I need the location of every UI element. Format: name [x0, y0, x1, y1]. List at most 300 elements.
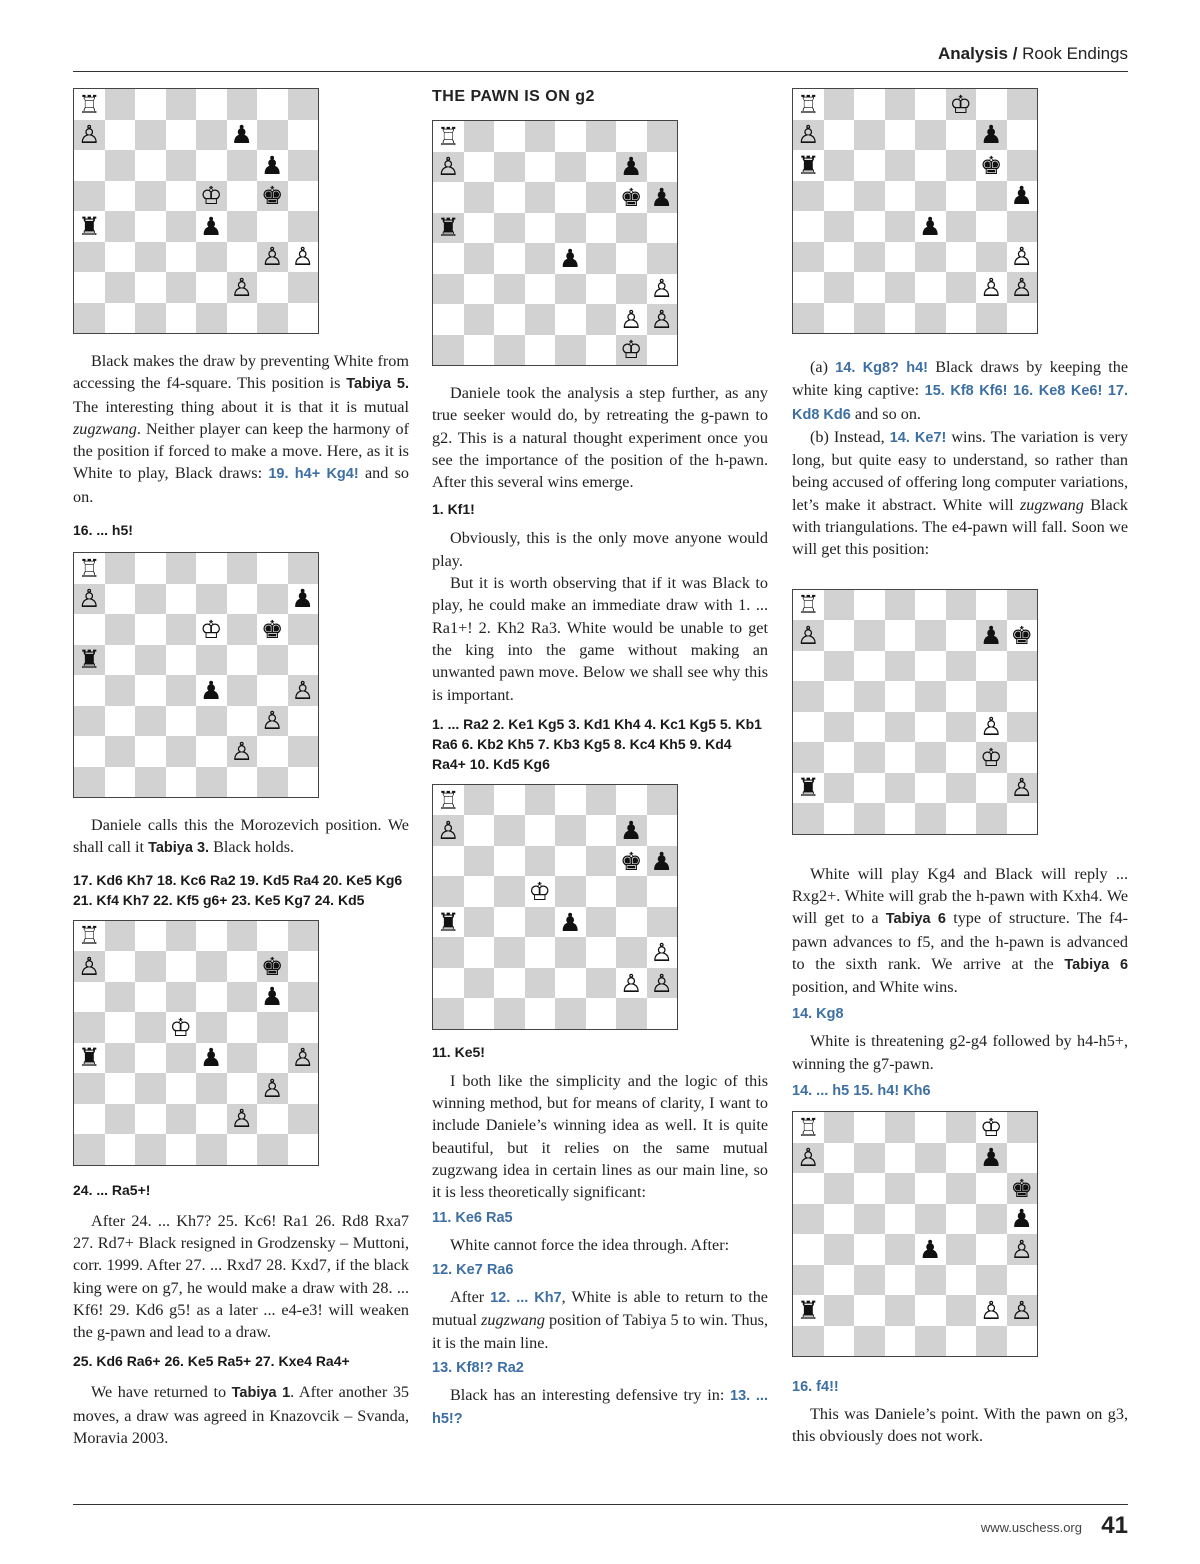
- board-square: [196, 767, 227, 798]
- board-square: [976, 211, 1007, 242]
- board-square: [616, 876, 647, 907]
- white-pawn-icon: ♙: [291, 675, 314, 705]
- board-square: [915, 681, 946, 712]
- paragraph: I both like the simplicity and the logic of this winning method, but for means of clarity, I want to include Daniele’s winning idea as well. It is quite beautiful, but it relies on the same mutual zugzwang idea in certain lines as our main line, so it is less theoretically significant:: [432, 1071, 768, 1202]
- board-square: [824, 211, 855, 242]
- board-square: [915, 303, 946, 334]
- black-rook-icon: ♜: [78, 645, 101, 675]
- board-square: [946, 120, 977, 151]
- board-square: [915, 211, 946, 242]
- board-square: [976, 1326, 1007, 1357]
- board-square: [166, 951, 197, 982]
- board-square: [885, 1112, 916, 1143]
- board-square: [105, 614, 136, 645]
- board-square: [824, 651, 855, 682]
- board-square: [288, 584, 319, 615]
- board-square: [288, 1012, 319, 1043]
- white-rook-icon: ♖: [437, 785, 460, 815]
- white-pawn-icon: ♙: [1010, 773, 1033, 803]
- board-square: [196, 645, 227, 676]
- board-square: [1007, 89, 1038, 120]
- board-square: [196, 675, 227, 706]
- board-square: [227, 181, 258, 212]
- board-square: [525, 121, 556, 152]
- black-king-icon: ♚: [1010, 620, 1033, 650]
- board-square: [793, 89, 824, 120]
- board-square: [854, 211, 885, 242]
- board-square: [915, 773, 946, 804]
- board-square: [525, 937, 556, 968]
- header-section: Analysis: [938, 44, 1008, 63]
- board-square: [227, 767, 258, 798]
- board-square: [105, 150, 136, 181]
- board-square: [854, 120, 885, 151]
- board-square: [1007, 1234, 1038, 1265]
- board-square: [257, 921, 288, 952]
- board-square: [196, 951, 227, 982]
- board-square: [854, 1173, 885, 1204]
- board-square: [433, 304, 464, 335]
- black-rook-icon: ♜: [78, 1043, 101, 1073]
- board-square: [946, 1204, 977, 1235]
- board-square: [976, 89, 1007, 120]
- board-square: [166, 242, 197, 273]
- board-square: [824, 242, 855, 273]
- board-square: [196, 614, 227, 645]
- board-square: [525, 304, 556, 335]
- board-square: [494, 213, 525, 244]
- chess-diagram: [432, 784, 678, 1030]
- move-line: 16. f4!!: [792, 1379, 839, 1396]
- black-king-icon: ♚: [1010, 1173, 1033, 1203]
- board-square: [105, 89, 136, 120]
- board-square: [227, 675, 258, 706]
- board-square: [464, 335, 495, 366]
- board-square: [288, 211, 319, 242]
- board-square: [494, 876, 525, 907]
- column-2: [432, 88, 768, 1430]
- board-square: [464, 152, 495, 183]
- black-pawn-icon: ♟: [650, 846, 673, 876]
- board-square: [196, 1073, 227, 1104]
- board-square: [976, 712, 1007, 743]
- board-square: [105, 303, 136, 334]
- board-square: [135, 181, 166, 212]
- board-square: [464, 304, 495, 335]
- board-square: [946, 181, 977, 212]
- board-square: [824, 1143, 855, 1174]
- board-square: [257, 272, 288, 303]
- board-square: [257, 89, 288, 120]
- board-square: [976, 120, 1007, 151]
- board-square: [433, 968, 464, 999]
- board-square: [793, 742, 824, 773]
- board-square: [885, 620, 916, 651]
- board-square: [105, 675, 136, 706]
- board-square: [885, 272, 916, 303]
- board-square: [525, 335, 556, 366]
- white-pawn-icon: ♙: [78, 951, 101, 981]
- board-square: [288, 645, 319, 676]
- board-square: [1007, 1204, 1038, 1235]
- black-king-icon: ♚: [620, 182, 643, 212]
- board-square: [616, 121, 647, 152]
- board-square: [793, 1295, 824, 1326]
- chess-diagram: [73, 88, 319, 334]
- board-square: [464, 785, 495, 816]
- board-square: [525, 182, 556, 213]
- move-line: 14. Kg8: [792, 1006, 844, 1023]
- board-square: [74, 767, 105, 798]
- board-square: [885, 1234, 916, 1265]
- board-square: [885, 211, 916, 242]
- board-square: [288, 242, 319, 273]
- board-square: [105, 120, 136, 151]
- board-square: [616, 182, 647, 213]
- board-square: [257, 242, 288, 273]
- paragraph: After 24. ... Kh7? 25. Kc6! Ra1 26. Rd8 Rxa7 27. Rd7+ Black resigned in Grodzensky – Muttoni, corr. 1999. After 27. ... Rxd7 28. Kxd7, if the black king were on g7, he would make a draw with 28. ... Kf6! 29. Kd6 g5! as a later ... e4-e3! will weaken the g-pawn and lead to a draw.: [73, 1211, 409, 1342]
- board-square: [196, 89, 227, 120]
- board-square: [824, 1326, 855, 1357]
- board-square: [166, 736, 197, 767]
- board-square: [1007, 742, 1038, 773]
- board-square: [74, 150, 105, 181]
- board-square: [824, 712, 855, 743]
- board-square: [433, 846, 464, 877]
- board-square: [915, 242, 946, 273]
- board-square: [257, 120, 288, 151]
- paragraph: Daniele took the analysis a step further, as any true seeker would do, by retreating the g-pawn to g2. This is a natural thought experiment once you see the importance of the position of the h-pawn. After this several wins emerge.: [432, 384, 768, 492]
- board-square: [1007, 1265, 1038, 1296]
- board-square: [616, 907, 647, 938]
- board-square: [74, 614, 105, 645]
- page-number: 41: [1101, 1512, 1128, 1539]
- board-square: [793, 150, 824, 181]
- board-square: [946, 150, 977, 181]
- board-square: [915, 651, 946, 682]
- board-square: [824, 803, 855, 834]
- board-square: [494, 182, 525, 213]
- board-square: [915, 89, 946, 120]
- board-square: [885, 120, 916, 151]
- paragraph: White is threatening g2-g4 followed by h4-h5+, winning the g7-pawn.: [792, 1032, 1128, 1073]
- board-square: [166, 272, 197, 303]
- board-square: [227, 303, 258, 334]
- board-square: [257, 767, 288, 798]
- black-king-icon: ♚: [980, 150, 1003, 180]
- white-pawn-icon: ♙: [650, 968, 673, 998]
- board-square: [135, 951, 166, 982]
- board-square: [616, 152, 647, 183]
- board-square: [227, 211, 258, 242]
- board-square: [525, 876, 556, 907]
- board-square: [915, 1265, 946, 1296]
- board-square: [196, 1043, 227, 1074]
- white-pawn-icon: ♙: [620, 304, 643, 334]
- board-square: [166, 181, 197, 212]
- board-square: [257, 675, 288, 706]
- board-square: [946, 712, 977, 743]
- board-square: [74, 706, 105, 737]
- board-square: [135, 1073, 166, 1104]
- board-square: [196, 736, 227, 767]
- board-square: [854, 1326, 885, 1357]
- board-square: [196, 921, 227, 952]
- white-king-icon: ♔: [980, 1112, 1003, 1142]
- board-square: [976, 1295, 1007, 1326]
- board-square: [586, 182, 617, 213]
- board-square: [135, 736, 166, 767]
- board-square: [647, 213, 678, 244]
- board-square: [74, 1104, 105, 1135]
- black-pawn-icon: ♟: [261, 150, 284, 180]
- board-square: [105, 706, 136, 737]
- black-rook-icon: ♜: [437, 213, 460, 243]
- board-square: [854, 620, 885, 651]
- board-square: [1007, 120, 1038, 151]
- board-square: [976, 150, 1007, 181]
- board-square: [647, 304, 678, 335]
- board-square: [166, 1104, 197, 1135]
- board-square: [257, 150, 288, 181]
- white-pawn-icon: ♙: [230, 1104, 253, 1134]
- black-pawn-icon: ♟: [919, 211, 942, 241]
- board-square: [464, 846, 495, 877]
- board-square: [105, 181, 136, 212]
- board-square: [854, 1112, 885, 1143]
- board-square: [105, 951, 136, 982]
- board-square: [135, 921, 166, 952]
- board-square: [976, 651, 1007, 682]
- board-square: [946, 1326, 977, 1357]
- board-square: [105, 736, 136, 767]
- footer-rule: [73, 1504, 1128, 1505]
- board-square: [854, 590, 885, 621]
- board-square: [586, 876, 617, 907]
- board-square: [257, 1043, 288, 1074]
- board-square: [494, 243, 525, 274]
- board-square: [793, 1173, 824, 1204]
- board-square: [1007, 150, 1038, 181]
- board-square: [824, 1173, 855, 1204]
- board-square: [885, 89, 916, 120]
- board-square: [74, 951, 105, 982]
- board-square: [885, 742, 916, 773]
- white-pawn-icon: ♙: [797, 1143, 820, 1173]
- board-square: [1007, 242, 1038, 273]
- board-square: [1007, 803, 1038, 834]
- board-square: [166, 584, 197, 615]
- board-square: [433, 213, 464, 244]
- board-square: [196, 982, 227, 1013]
- board-square: [227, 982, 258, 1013]
- white-pawn-icon: ♙: [437, 152, 460, 182]
- black-pawn-icon: ♟: [200, 1043, 223, 1073]
- board-square: [227, 89, 258, 120]
- board-square: [885, 1295, 916, 1326]
- board-square: [257, 1134, 288, 1165]
- board-square: [105, 242, 136, 273]
- move-line: 14. ... h5 15. h4! Kh6: [792, 1083, 931, 1100]
- paragraph: Obviously, this is the only move anyone would play.: [432, 529, 768, 570]
- board-square: [74, 982, 105, 1013]
- board-square: [166, 675, 197, 706]
- black-pawn-icon: ♟: [1010, 181, 1033, 211]
- move-line: 17. Kd6 Kh7 18. Kc6 Ra2 19. Kd5 Ra4 20. Ke5 Kg6 21. Kf4 Kh7 22. Kf5 g6+ 23. Ke5 Kg7 24. Kd5: [73, 871, 403, 908]
- board-square: [74, 1134, 105, 1165]
- board-square: [74, 211, 105, 242]
- move-line: 12. Ke7 Ra6: [432, 1261, 514, 1278]
- board-square: [793, 272, 824, 303]
- board-square: [433, 907, 464, 938]
- board-square: [793, 242, 824, 273]
- board-square: [915, 181, 946, 212]
- board-square: [976, 681, 1007, 712]
- board-square: [74, 120, 105, 151]
- board-square: [494, 335, 525, 366]
- board-square: [793, 1143, 824, 1174]
- board-square: [227, 921, 258, 952]
- white-pawn-icon: ♙: [1010, 272, 1033, 302]
- board-square: [616, 243, 647, 274]
- board-square: [824, 1204, 855, 1235]
- board-square: [227, 553, 258, 584]
- board-square: [647, 152, 678, 183]
- board-square: [555, 846, 586, 877]
- board-square: [1007, 1295, 1038, 1326]
- board-square: [494, 152, 525, 183]
- board-square: [824, 681, 855, 712]
- board-square: [74, 303, 105, 334]
- board-square: [586, 335, 617, 366]
- board-square: [793, 1204, 824, 1235]
- board-square: [854, 742, 885, 773]
- header-topic: Rook Endings: [1022, 44, 1128, 63]
- chess-diagram: [73, 552, 319, 798]
- board-square: [616, 785, 647, 816]
- white-pawn-icon: ♙: [291, 1043, 314, 1073]
- board-square: [464, 998, 495, 1029]
- board-square: [854, 712, 885, 743]
- black-king-icon: ♚: [261, 181, 284, 211]
- board-square: [525, 815, 556, 846]
- board-square: [555, 876, 586, 907]
- board-square: [616, 304, 647, 335]
- board-square: [166, 706, 197, 737]
- board-square: [74, 181, 105, 212]
- move-line: 11. Ke5!: [432, 1043, 485, 1060]
- board-square: [647, 968, 678, 999]
- board-square: [135, 614, 166, 645]
- move-line: 1. Kf1!: [432, 501, 475, 518]
- board-square: [1007, 1143, 1038, 1174]
- black-rook-icon: ♜: [797, 1295, 820, 1325]
- board-square: [74, 736, 105, 767]
- white-pawn-icon: ♙: [650, 304, 673, 334]
- board-square: [616, 998, 647, 1029]
- board-square: [135, 675, 166, 706]
- paragraph: (b) Instead, 14. Ke7! wins. The variation is very long, but quite easy to understand, so rather than being accused of offering long computer variations, let’s make it abstract. White will zugzwang Black with triangulations. The e4-pawn will fall. Soon we will get this position:: [792, 427, 1128, 559]
- board-square: [647, 182, 678, 213]
- board-square: [946, 620, 977, 651]
- paragraph: White will play Kg4 and Black will reply ... Rxg2+. White will grab the h-pawn with Kxh4. We will get to a Tabiya 6 type of structure. The f4-pawn advances to f5, and the h-pawn is advanced to the sixth rank. We arrive at the Tabiya 6 position, and White wins.: [792, 864, 1129, 997]
- board-square: [616, 937, 647, 968]
- board-square: [854, 272, 885, 303]
- paragraph: Black has an interesting defensive try in: 13. ... h5!?: [432, 1385, 768, 1428]
- board-square: [135, 706, 166, 737]
- board-square: [1007, 773, 1038, 804]
- black-king-icon: ♚: [620, 846, 643, 876]
- board-square: [793, 590, 824, 621]
- board-square: [105, 1073, 136, 1104]
- board-square: [555, 968, 586, 999]
- board-square: [586, 998, 617, 1029]
- board-square: [288, 982, 319, 1013]
- board-square: [946, 1234, 977, 1265]
- board-square: [793, 1234, 824, 1265]
- board-square: [135, 1043, 166, 1074]
- board-square: [555, 243, 586, 274]
- board-square: [166, 982, 197, 1013]
- board-square: [946, 1265, 977, 1296]
- board-square: [976, 181, 1007, 212]
- board-square: [525, 274, 556, 305]
- board-square: [288, 767, 319, 798]
- board-square: [227, 1073, 258, 1104]
- board-square: [586, 815, 617, 846]
- board-square: [288, 303, 319, 334]
- white-pawn-icon: ♙: [980, 272, 1003, 302]
- board-square: [976, 1112, 1007, 1143]
- board-square: [166, 150, 197, 181]
- move-line: 24. ... Ra5+!: [73, 1181, 151, 1198]
- board-square: [166, 1073, 197, 1104]
- board-square: [135, 150, 166, 181]
- board-square: [793, 773, 824, 804]
- board-square: [196, 272, 227, 303]
- board-square: [976, 303, 1007, 334]
- white-pawn-icon: ♙: [1010, 242, 1033, 272]
- board-square: [915, 1173, 946, 1204]
- board-square: [288, 89, 319, 120]
- board-square: [257, 614, 288, 645]
- board-square: [257, 951, 288, 982]
- board-square: [1007, 651, 1038, 682]
- white-rook-icon: ♖: [797, 590, 820, 620]
- board-square: [885, 150, 916, 181]
- white-rook-icon: ♖: [78, 553, 101, 583]
- board-square: [288, 272, 319, 303]
- board-square: [135, 645, 166, 676]
- board-square: [166, 120, 197, 151]
- board-square: [227, 1012, 258, 1043]
- board-square: [555, 785, 586, 816]
- board-square: [196, 584, 227, 615]
- board-square: [494, 846, 525, 877]
- white-pawn-icon: ♙: [78, 584, 101, 614]
- board-square: [257, 1012, 288, 1043]
- board-square: [1007, 211, 1038, 242]
- board-square: [166, 921, 197, 952]
- board-square: [525, 152, 556, 183]
- board-square: [586, 152, 617, 183]
- board-square: [74, 675, 105, 706]
- board-square: [976, 1265, 1007, 1296]
- board-square: [105, 767, 136, 798]
- board-square: [227, 1134, 258, 1165]
- white-pawn-icon: ♙: [797, 620, 820, 650]
- board-square: [854, 150, 885, 181]
